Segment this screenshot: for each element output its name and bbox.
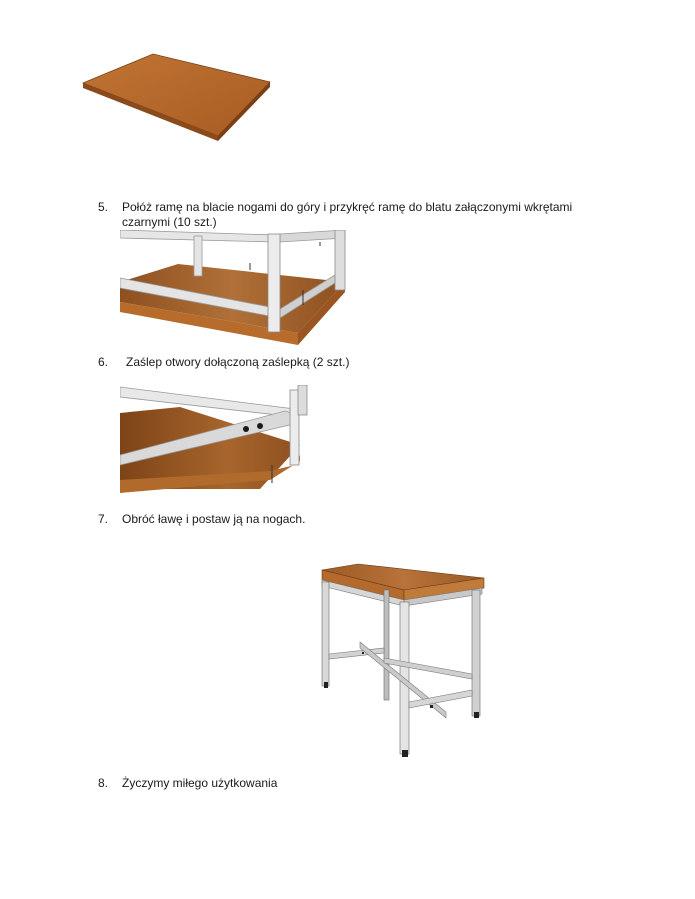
step-6-number: 6.: [98, 355, 109, 369]
tabletop-illustration: [80, 50, 275, 145]
assembled-bench-illustration: [318, 562, 488, 764]
step-8-number: 8.: [98, 776, 109, 790]
step-8-text: Życzymy miłego użytkowania: [122, 776, 278, 790]
frame-on-tabletop-illustration: [120, 230, 350, 348]
step-5-number: 5.: [98, 200, 109, 214]
step-7-text: Obróć ławę i postaw ją na nogach.: [122, 512, 306, 526]
step-6-text: Zaślep otwory dołączoną zaślepką (2 szt.): [126, 355, 350, 369]
step-5-text: Połóż ramę na blacie nogami do góry i przykręć ramę do blatu załączonymi wkrętami czarnymi (10 szt.): [122, 200, 573, 229]
step-7-number: 7.: [98, 512, 109, 526]
end-caps-illustration: [120, 385, 310, 493]
